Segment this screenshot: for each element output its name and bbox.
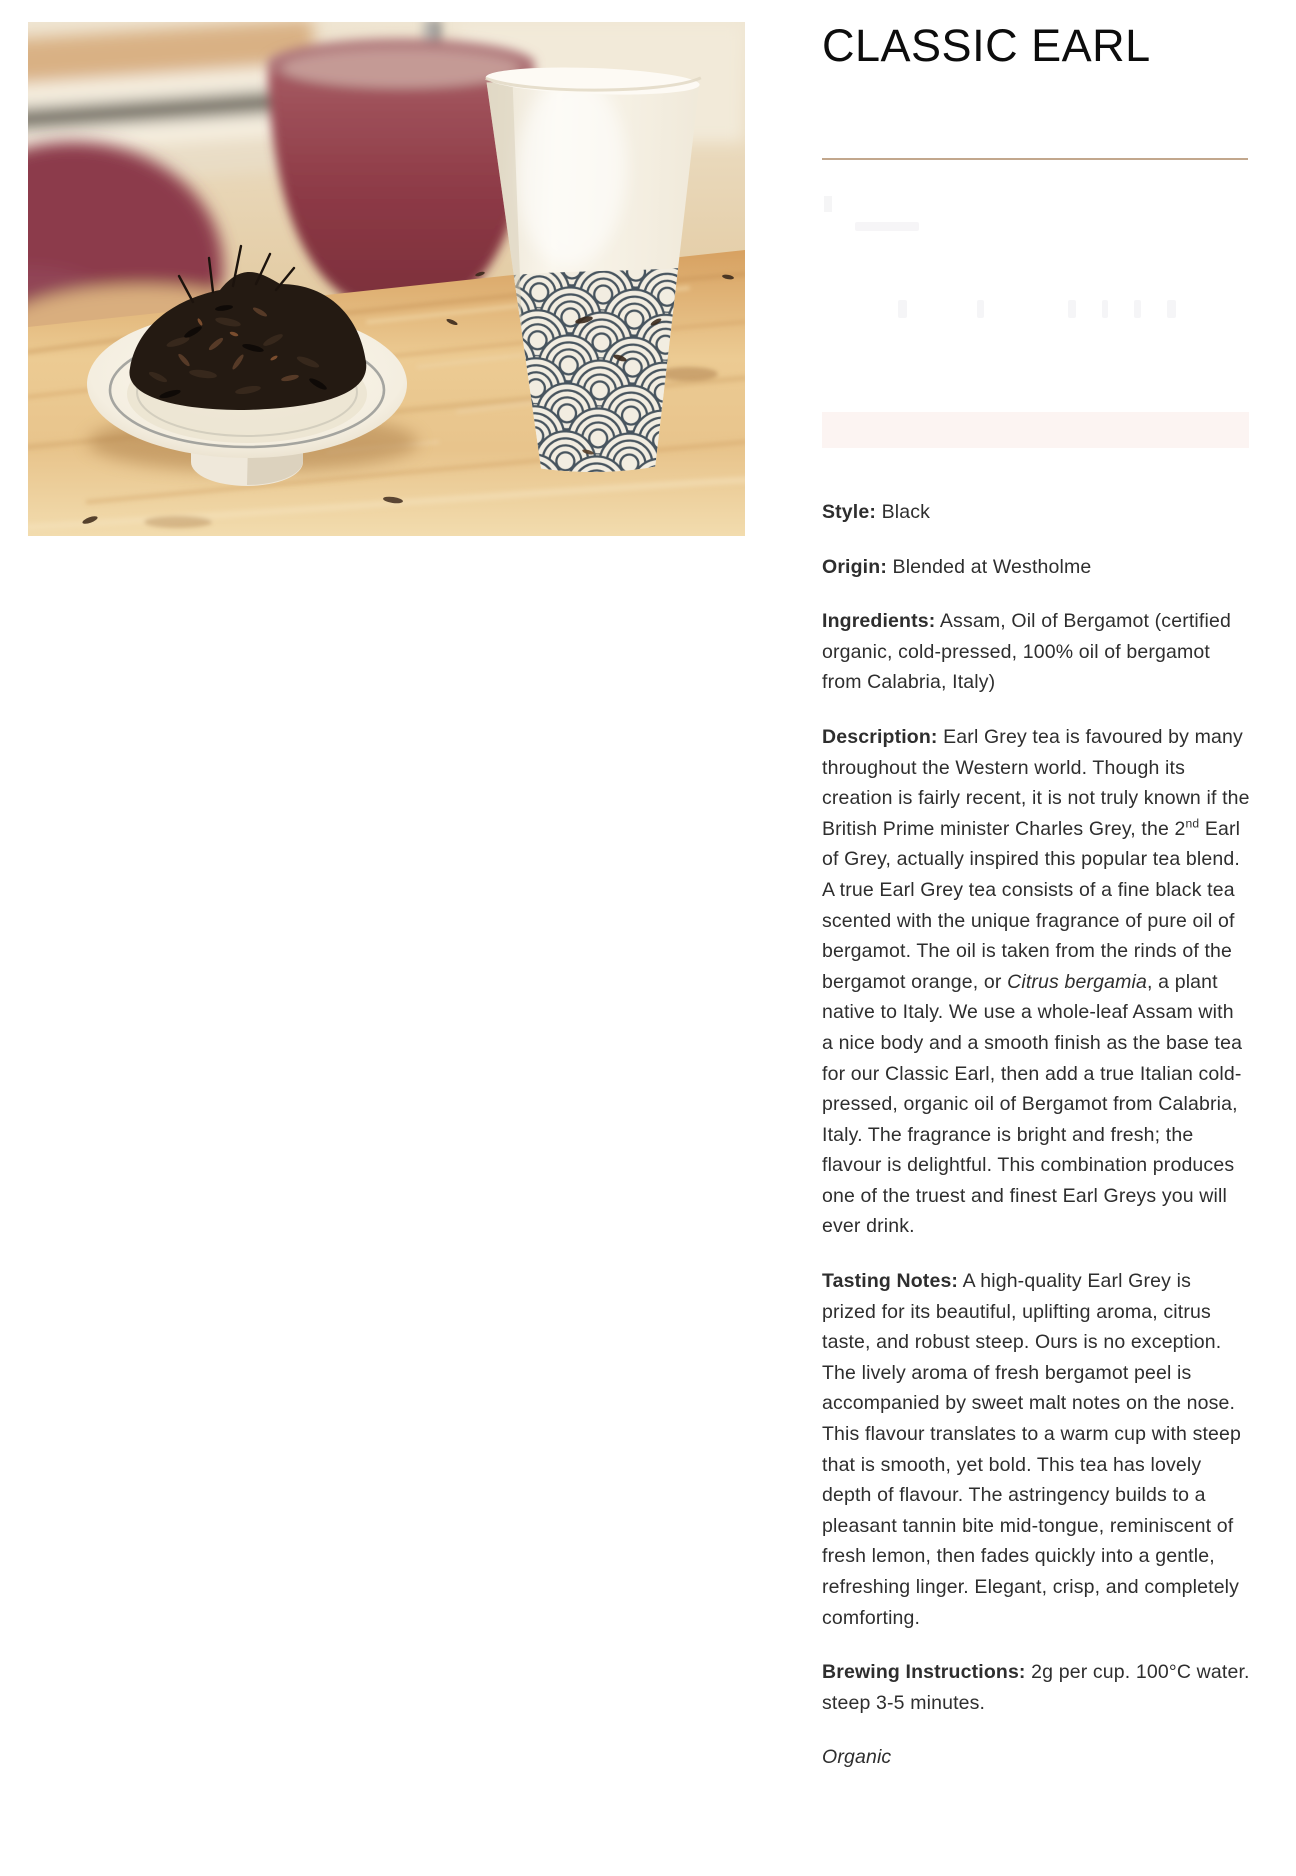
tea-photo-illustration <box>28 22 745 536</box>
description-paragraph: Description: Earl Grey tea is favoured by many throughout the Western world. Though its creation is fairly recent, it is not truly known if the British Prime minister Charles Grey, the 2nd Earl of Grey, actually inspired this popular tea blend. A true Earl Grey tea consists of a fine black tea scented with the unique fragrance of pure oil of bergamot. The oil is taken from the rinds of the bergamot orange, or Citrus bergamia, a plant native to Italy. We use a whole-leaf Assam with a nice body and a smooth finish as the base tea for our Classic Earl, then add a true Italian cold-pressed, organic oil of Bergamot from Calabria, Italy. The fragrance is bright and fresh; the flavour is delightful. This combination produces one of the truest and finest Earl Greys you will ever drink. <box>822 725 1250 1238</box>
divider-line <box>822 158 1248 160</box>
product-photo <box>28 22 745 536</box>
product-title: CLASSIC EARL <box>822 20 1151 71</box>
faded-price-text <box>824 196 832 212</box>
organic-note: Organic <box>822 1746 892 1769</box>
tasting-notes-paragraph: Tasting Notes: A high-quality Earl Grey is prized for its beautiful, uplifting aroma, citrus taste, and robust steep. Ours is no exception. The lively aroma of fresh bergamot peel is accompanied by sweet malt notes on the nose. This flavour translates to a warm cup with steep that is smooth, yet bold. This tea has lovely depth of flavour. The astringency builds to a pleasant tannin bite mid-tongue, reminiscent of fresh lemon, then fades quickly into a gentle, refreshing linger. Elegant, crisp, and completely comforting. <box>822 1270 1242 1629</box>
faded-add-to-cart-button[interactable] <box>822 412 1249 448</box>
origin-paragraph: Origin: Blended at Westholme <box>822 555 1092 578</box>
brewing-instructions-paragraph: Brewing Instructions: 2g per cup. 100°C water. steep 3-5 minutes. <box>822 1661 1250 1714</box>
faded-subtext <box>855 222 919 231</box>
product-details <box>822 497 1250 1797</box>
ingredients-paragraph: Ingredients: Assam, Oil of Bergamot (certified organic, cold-pressed, 100% oil of bergamot from Calabria, Italy) <box>822 610 1231 694</box>
faded-variant-options[interactable] <box>898 300 1234 318</box>
style-paragraph: Style: Black <box>822 501 931 523</box>
